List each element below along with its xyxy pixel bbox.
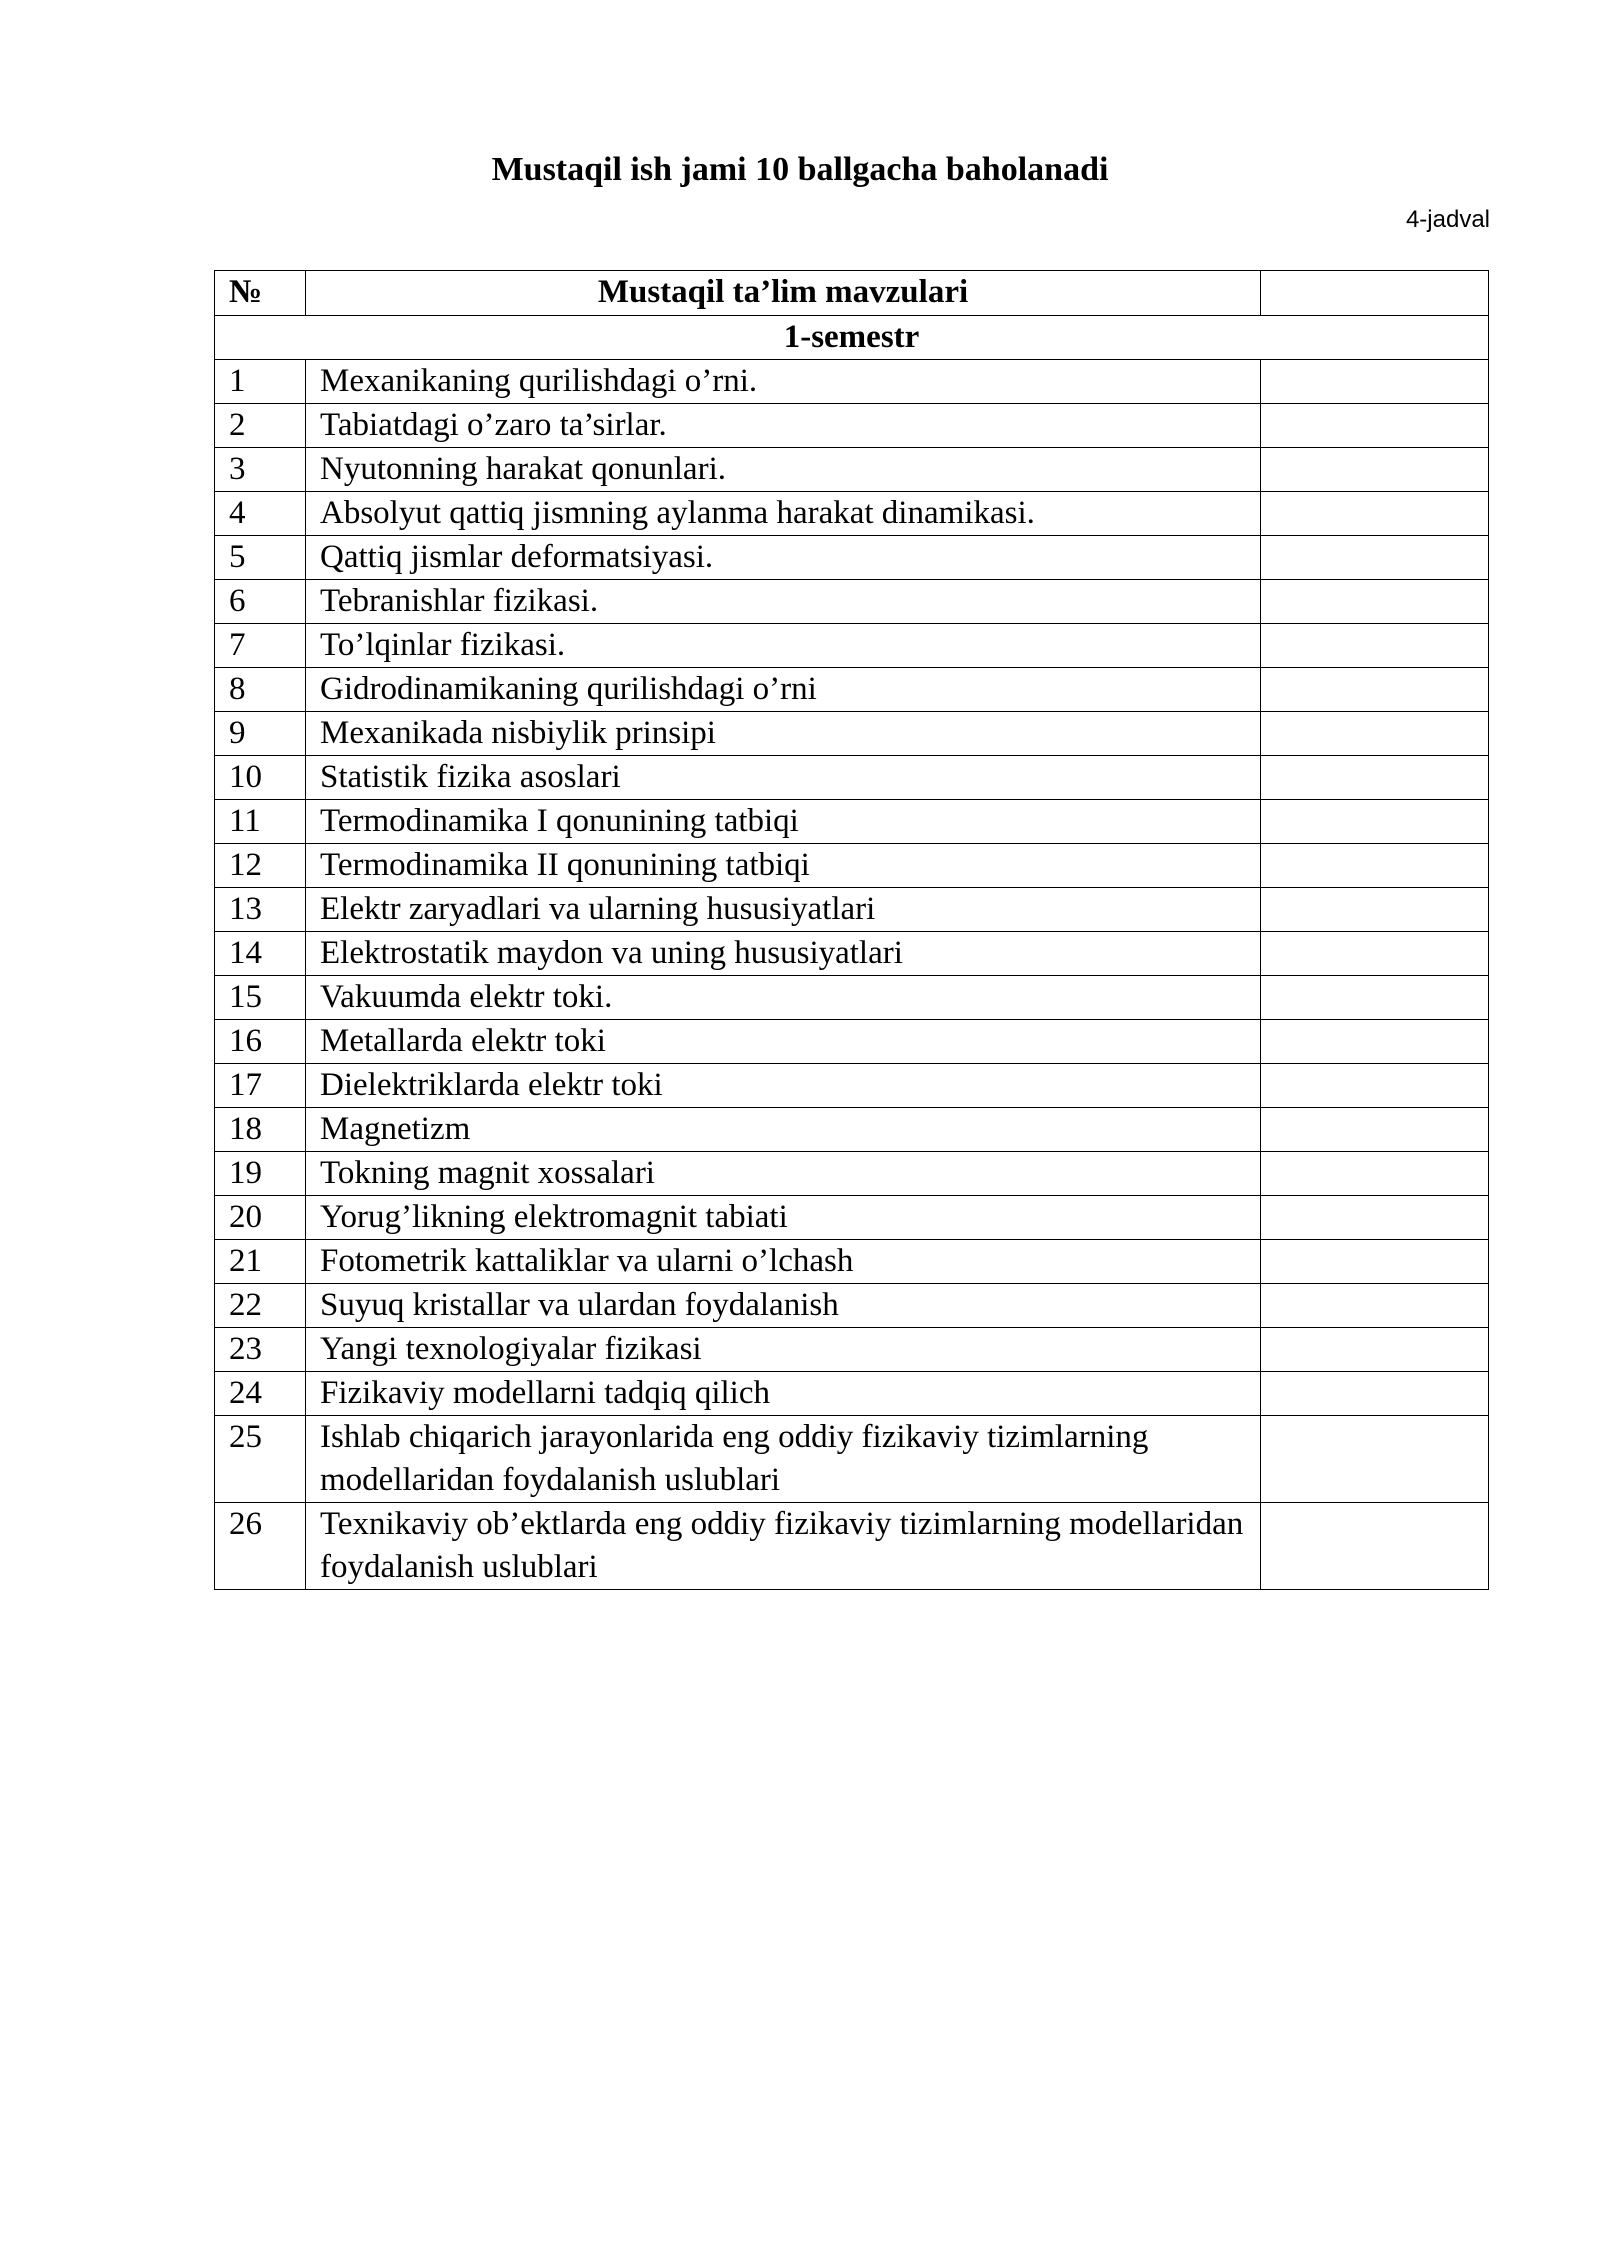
row-number: 24 — [215, 1372, 306, 1416]
table-label: 4-jadval — [1405, 206, 1490, 233]
row-number: 16 — [215, 1020, 306, 1064]
table-row — [215, 668, 1489, 712]
row-topic: Tebranishlar fizikasi. — [306, 580, 1261, 624]
row-number: 9 — [215, 712, 306, 756]
table-row — [215, 976, 1489, 1020]
row-empty-cell — [1261, 1416, 1489, 1503]
row-number: 19 — [215, 1152, 306, 1196]
row-topic: Yorug’likning elektromagnit tabiati — [306, 1196, 1261, 1240]
semester-row — [215, 316, 1489, 360]
table-row — [215, 1064, 1489, 1108]
row-empty-cell — [1261, 1503, 1489, 1590]
row-empty-cell — [1261, 1240, 1489, 1284]
table-row — [215, 932, 1489, 976]
table-row — [215, 1284, 1489, 1328]
table-row — [215, 1328, 1489, 1372]
table-row — [215, 1108, 1489, 1152]
row-empty-cell — [1261, 448, 1489, 492]
row-empty-cell — [1261, 888, 1489, 932]
row-empty-cell — [1261, 932, 1489, 976]
row-empty-cell — [1261, 1328, 1489, 1372]
row-empty-cell — [1261, 536, 1489, 580]
row-topic: Yangi texnologiyalar fizikasi — [306, 1328, 1261, 1372]
header-number: № — [215, 271, 306, 316]
row-number: 7 — [215, 624, 306, 668]
table-row — [215, 844, 1489, 888]
row-number: 14 — [215, 932, 306, 976]
header-topic: Mustaqil ta’lim mavzulari — [306, 271, 1261, 316]
row-empty-cell — [1261, 404, 1489, 448]
row-number: 6 — [215, 580, 306, 624]
table-row — [215, 712, 1489, 756]
row-empty-cell — [1261, 712, 1489, 756]
row-topic: Tokning magnit xossalari — [306, 1152, 1261, 1196]
row-number: 23 — [215, 1328, 306, 1372]
row-number: 13 — [215, 888, 306, 932]
table-row — [215, 800, 1489, 844]
row-topic: Qattiq jismlar deformatsiyasi. — [306, 536, 1261, 580]
row-number: 12 — [215, 844, 306, 888]
row-number: 20 — [215, 1196, 306, 1240]
row-topic: To’lqinlar fizikasi. — [306, 624, 1261, 668]
row-topic: Suyuq kristallar va ulardan foydalanish — [306, 1284, 1261, 1328]
row-number: 10 — [215, 756, 306, 800]
table-row — [215, 1240, 1489, 1284]
table-row — [215, 404, 1489, 448]
row-topic: Statistik fizika asoslari — [306, 756, 1261, 800]
row-number: 3 — [215, 448, 306, 492]
semester-label: 1-semestr — [215, 316, 1489, 360]
row-number: 1 — [215, 360, 306, 404]
row-topic: Tabiatdagi o’zaro ta’sirlar. — [306, 404, 1261, 448]
table-row — [215, 1152, 1489, 1196]
row-topic: Absolyut qattiq jismning aylanma harakat dinamikasi. — [306, 492, 1261, 536]
row-topic: Elektrostatik maydon va uning hususiyatlari — [306, 932, 1261, 976]
table-row — [215, 448, 1489, 492]
table-row — [215, 1020, 1489, 1064]
row-number: 2 — [215, 404, 306, 448]
row-empty-cell — [1261, 800, 1489, 844]
row-topic: Termodinamika I qonunining tatbiqi — [306, 800, 1261, 844]
row-topic: Texnikaviy ob’ektlarda eng oddiy fizikaviy tizimlarning modellaridan foydalanish uslublari — [306, 1503, 1261, 1590]
row-number: 21 — [215, 1240, 306, 1284]
topics-table — [214, 270, 1489, 1590]
row-topic: Magnetizm — [306, 1108, 1261, 1152]
row-empty-cell — [1261, 580, 1489, 624]
row-number: 18 — [215, 1108, 306, 1152]
table-row — [215, 888, 1489, 932]
row-empty-cell — [1261, 1064, 1489, 1108]
row-number: 11 — [215, 800, 306, 844]
row-empty-cell — [1261, 492, 1489, 536]
row-topic: Fotometrik kattaliklar va ularni o’lchash — [306, 1240, 1261, 1284]
row-empty-cell — [1261, 624, 1489, 668]
table-row — [215, 624, 1489, 668]
row-topic: Vakuumda elektr toki. — [306, 976, 1261, 1020]
table-row — [215, 756, 1489, 800]
row-empty-cell — [1261, 1152, 1489, 1196]
row-empty-cell — [1261, 1196, 1489, 1240]
row-topic: Termodinamika II qonunining tatbiqi — [306, 844, 1261, 888]
table-row — [215, 1416, 1489, 1503]
table-row — [215, 580, 1489, 624]
table-row — [215, 1372, 1489, 1416]
table-row — [215, 536, 1489, 580]
row-topic: Elektr zaryadlari va ularning hususiyatlari — [306, 888, 1261, 932]
row-topic: Metallarda elektr toki — [306, 1020, 1261, 1064]
row-topic: Mexanikada nisbiylik prinsipi — [306, 712, 1261, 756]
row-number: 25 — [215, 1416, 306, 1503]
row-topic: Dielektriklarda elektr toki — [306, 1064, 1261, 1108]
row-empty-cell — [1261, 1020, 1489, 1064]
row-number: 17 — [215, 1064, 306, 1108]
row-empty-cell — [1261, 976, 1489, 1020]
row-topic: Gidrodinamikaning qurilishdagi o’rni — [306, 668, 1261, 712]
table-row — [215, 492, 1489, 536]
row-topic: Nyutonning harakat qonunlari. — [306, 448, 1261, 492]
row-number: 8 — [215, 668, 306, 712]
header-empty-column — [1261, 271, 1489, 316]
row-empty-cell — [1261, 1284, 1489, 1328]
row-topic: Fizikaviy modellarni tadqiq qilich — [306, 1372, 1261, 1416]
row-topic: Ishlab chiqarich jarayonlarida eng oddiy fizikaviy tizimlarning modellaridan foydalanish uslublari — [306, 1416, 1261, 1503]
row-empty-cell — [1261, 756, 1489, 800]
row-empty-cell — [1261, 360, 1489, 404]
row-number: 5 — [215, 536, 306, 580]
row-empty-cell — [1261, 668, 1489, 712]
row-empty-cell — [1261, 844, 1489, 888]
table-row — [215, 1503, 1489, 1590]
table-row — [215, 1196, 1489, 1240]
row-number: 15 — [215, 976, 306, 1020]
row-number: 4 — [215, 492, 306, 536]
table-row — [215, 360, 1489, 404]
row-number: 26 — [215, 1503, 306, 1590]
page-title: Mustaqil ish jami 10 ballgacha baholanadi — [491, 151, 1109, 188]
row-empty-cell — [1261, 1372, 1489, 1416]
table-header-row — [215, 271, 1489, 316]
row-topic: Mexanikaning qurilishdagi o’rni. — [306, 360, 1261, 404]
row-empty-cell — [1261, 1108, 1489, 1152]
row-number: 22 — [215, 1284, 306, 1328]
